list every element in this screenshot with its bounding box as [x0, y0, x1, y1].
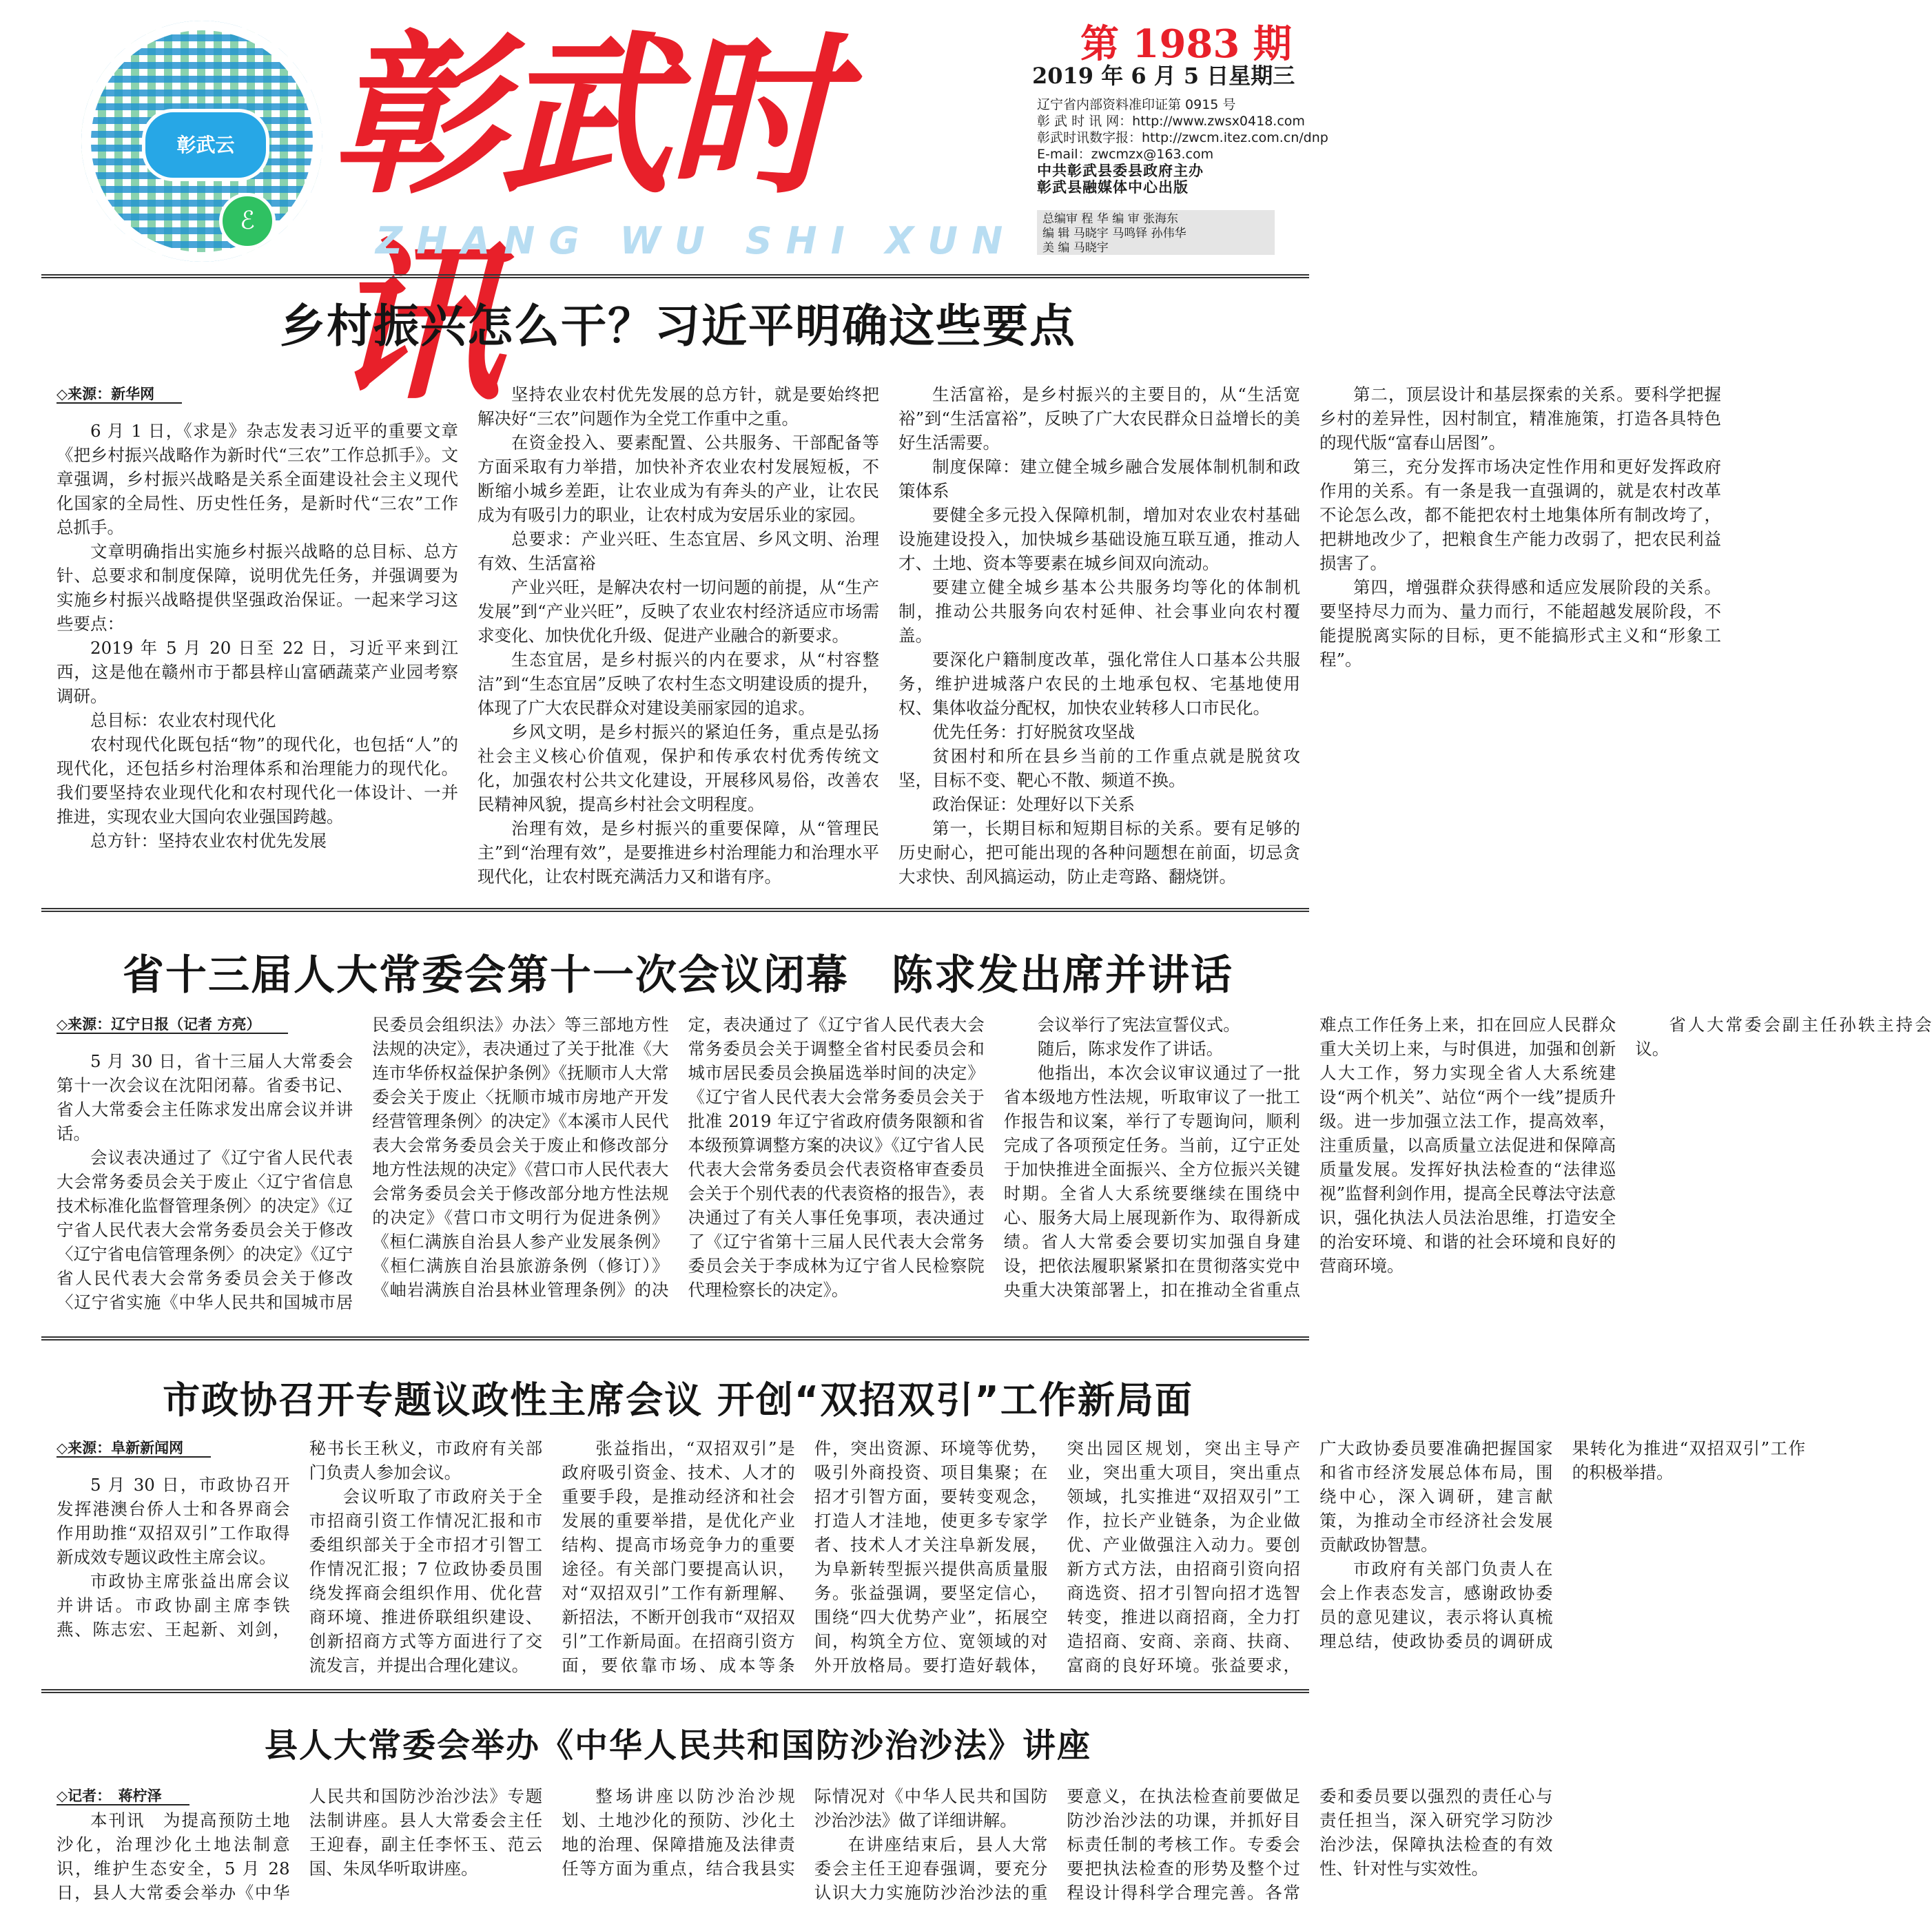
- article-source: ◇记者： 蒋柠泽: [56, 1784, 290, 1808]
- paragraph: 会议举行了宪法宣誓仪式。: [1037, 1015, 1240, 1035]
- article-title[interactable]: 市政协召开专题议政性主席会议 开创“双招双引”工作新局面: [163, 1378, 1193, 1422]
- staff-box: [1037, 210, 1275, 255]
- article-body: [56, 1436, 1806, 1677]
- spacer: [56, 1460, 290, 1473]
- article-source: ◇来源：新华网: [56, 382, 458, 406]
- paragraph: 在讲座结束后，县人大常委会主任王迎春强调，要充分认识大力实施防沙治沙法的重要意义，在执法检查前要做足防沙治沙法的功课，并抓好目标责任制的考核工作。专委会要把执法检查的形势及整个过程设计得科学合理完善。各常委和委员要以强烈的责任心与责任担当，深入研究学习防沙治沙法，保障执法检查的有效性、针对性与实效性。: [814, 1786, 1553, 1903]
- zhangwu-cloud-logo: 彰武云: [142, 109, 269, 181]
- article-source: ◇来源：阜新新闻网: [56, 1436, 290, 1460]
- host-organization: 中共彰武县委县政府主办: [1037, 163, 1204, 179]
- staff-line: 美 编 马晓宇: [1042, 241, 1109, 255]
- paragraph: 要健全多元投入保障机制，增加对农业农村基础设施建设投入，加快城乡基础设施互联互通，推动人才、土地、资本等要素在城乡间双向流动。: [898, 505, 1300, 573]
- article-body: [56, 1013, 1932, 1316]
- paragraph: 张益指出，“双招双引”是政府吸引资金、技术、人才的重要手段，是推动经济和社会发展的重要举措，是优化产业结构、提高市场竞争力的重要途径。有关部门要提高认识，对“双招双引”工作有新理解、新招法，不断开创我市“双招双引”工作新局面。在招商引资方面，要依靠市场、成本等条件，突出资源、环境等优势，吸引外商投资、项目集聚；在招才引智方面，要转变观念，打造人才洼地，使更多专家学者、技术人才关注阜新发展，为阜新转型振兴提供高质量服务。张益强调，要坚定信心，围绕“四大优势产业”，拓展空间，构筑全方位、宽领域的对外开放格局。要打造好载体，突出园区规划，突出主导产业，突出重大项目，突出重点领域，扎实推进“双招双引”工作，拉长产业链条，为企业做优、产业做强注入动力。要创新方式方法，由招商引资向招商选资、招才引智向招才选智转变，推进以商招商，全力打造招商、安商、亲商、扶商、富商的良好环境。张益要求，广大政协委员要准确把握国家和省市经济发展总体布局，围绕中心，深入调研，建言献策，为推动全市经济社会发展贡献政协智慧。: [562, 1438, 1553, 1675]
- paragraph: 5 月 30 日，市政协召开发挥港澳台侨人士和各界商会作用助推“双招双引”工作取得新成效专题议政性主席会议。: [56, 1475, 290, 1567]
- divider: [41, 1336, 1309, 1340]
- publication-info: [1037, 96, 1340, 196]
- paragraph: 第四，增强群众获得感和适应发展阶段的关系。要坚持尽力而为、量力而行，不能超越发展阶段，不能提脱离实际的目标，更不能搞形式主义和“形象工程”。: [1319, 577, 1721, 670]
- spacer: [56, 1037, 353, 1049]
- paragraph: 6 月 1 日，《求是》杂志发表习近平的重要文章《把乡村振兴战略作为新时代“三农”工作总抓手》。文章强调，乡村振兴战略是关系全面建设社会主义现代化国家的全局性、历史性任务，是新时代“三农”工作总抓手。: [56, 421, 458, 537]
- paragraph: 总目标：农业农村现代化: [90, 710, 276, 730]
- issue-number: 第 1983 期: [1080, 21, 1292, 67]
- digital-edition-link[interactable]: 彰武时讯数字报：http://zwcm.itez.com.cn/dnp: [1037, 130, 1328, 145]
- paragraph: 总方针：坚持农业农村优先发展: [90, 831, 327, 851]
- paragraph: 乡风文明，是乡村振兴的紧迫任务，重点是弘扬社会主义核心价值观，保护和传承农村优秀传统文化，加强农村公共文化建设，开展移风易俗，改善农民精神风貌，提高乡村社会文明程度。: [477, 722, 879, 814]
- staff-line: 编 辑 马晓宇 马鸣铎 孙伟华: [1042, 227, 1186, 240]
- paragraph: 5 月 30 日，省十三届人大常委会第十一次会议在沈阳闭幕。省委书记、省人大常委会主任陈求发出席会议并讲话。: [56, 1051, 353, 1143]
- paragraph: 随后，陈求发作了讲话。: [1037, 1039, 1224, 1059]
- paragraph: 省人大常委会副主任孙轶主持会议。: [1635, 1015, 1932, 1059]
- email-link[interactable]: E-mail：zwcmzx@163.com: [1037, 147, 1214, 162]
- divider: [41, 908, 1309, 912]
- article-title[interactable]: 县人大常委会举办《中华人民共和国防沙治沙法》讲座: [264, 1726, 1091, 1765]
- article-source: ◇来源：辽宁日报（记者 方亮）: [56, 1013, 353, 1037]
- mini-program-icon: ℰ: [219, 193, 276, 249]
- paragraph: 他指出，本次会议审议通过了一批省本级地方性法规，听取审议了一批工作报告和议案，举行了专题询问，顺利完成了各项预定任务。当前，辽宁正处于加快推进全面振兴、全方位振兴关键时期。全省人大系统要继续在围绕中心、服务大局上展现新作为、取得新成绩。省人大常委会要切实加强自身建设，把依法履职紧紧扣在贯彻落实党中央重大决策部署上，扣在推动全省重点难点工作任务上来，扣在回应人民群众重大关切上来，与时俱进，加强和创新人大工作，努力实现全省人大系统建设“两个机关”、站位“两个一线”提质升级。进一步加强立法工作，提高效率，注重质量，以高质量立法促进和保障高质量发展。发挥好执法检查的“法律巡视”监督利剑作用，提高全民尊法守法意识，强化执法人员法治思维，打造安全的治安环境、和谐的社会环境和良好的营商环境。: [1003, 1015, 1616, 1300]
- paragraph: 农村现代化既包括“物”的现代化，也包括“人”的现代化，还包括乡村治理体系和治理能力的现代化。我们要坚持农业现代化和农村现代化一体设计、一并推进，实现农业大国向农业强国跨越。: [56, 734, 458, 827]
- paragraph: 生态宜居，是乡村振兴的内在要求，从“村容整洁”到“生态宜居”反映了农村生态文明建设质的提升，体现了广大农民群众对建设美丽家园的追求。: [477, 650, 879, 718]
- article-body: [56, 382, 1721, 889]
- divider: [41, 1689, 1309, 1693]
- paragraph: 要建立健全城乡基本公共服务均等化的体制机制，推动公共服务向农村延伸、社会事业向农村覆盖。: [898, 577, 1300, 645]
- paragraph: 总要求：产业兴旺、生态宜居、乡风文明、治理有效、生活富裕: [477, 529, 879, 573]
- paragraph: 会议表决通过了《辽宁省人民代表大会常务委员会关于废止〈辽宁省信息技术标准化监督管理条例〉的决定》《辽宁省人民代表大会常务委员会关于修改〈辽宁省电信管理条例〉的决定》《辽宁省人民代表大会常务委员会关于修改〈辽宁省实施《中华人民共和国城市居民委员会组织法》办法〉等三部地方性法规的决定》，表决通过了关于批准《大连市华侨权益保护条例》《抚顺市人大常委会关于废止〈抚顺市城市房地产开发经营管理条例〉的决定》《本溪市人民代表大会常务委员会关于废止和修改部分地方性法规的决定》《营口市人民代表大会常务委员会关于修改部分地方性法规的决定》《营口市文明行为促进条例》《桓仁满族自治县人参产业发展条例》《桓仁满族自治县旅游条例（修订）》《岫岩满族自治县林业管理条例》的决定，表决通过了《辽宁省人民代表大会常务委员会关于调整全省村民委员会和城市居民委员会换届选举时间的决定》《辽宁省人民代表大会常务委员会关于批准 2019 年辽宁省政府债务限额和省本级预算调整方案的决议》《辽宁省人民代表大会常务委员会代表资格审查委员会关于个别代表的代表资格的报告》，表决通过了有关人事任免事项，表决通过了《辽宁省第十三届人民代表大会常务委员会关于李成林为辽宁省人民检察院代理检察长的决定》。: [56, 1015, 985, 1312]
- paragraph: 治理有效，是乡村振兴的重要保障，从“管理民主”到“治理有效”，是要推进乡村治理能力和治理水平现代化，让农村既充满活力又和谐有序。: [477, 818, 879, 887]
- paragraph: 第二，顶层设计和基层探索的关系。要科学把握乡村的差异性，因村制宜，精准施策，打造各具特色的现代版“富春山居图”。: [1319, 384, 1721, 453]
- paragraph: 市政府有关部门负责人在会上作表态发言，感谢政协委员的意见建议，表示将认真梳理总结，使政协委员的调研成果转化为推进“双招双引”工作的积极举措。: [1319, 1438, 1806, 1651]
- paragraph: 第三，充分发挥市场决定性作用和更好发挥政府作用的关系。有一条是我一直强调的，就是农村改革不论怎么改，都不能把农村土地集体所有制改垮了，把耕地改少了，把粮食生产能力改弱了，把农民利益损害了。: [1319, 457, 1721, 573]
- publisher: 彰武县融媒体中心出版: [1037, 179, 1189, 196]
- permit-number: 辽宁省内部资料准印证第 0915 号: [1037, 97, 1236, 112]
- paragraph: 本刊讯 为提高预防土地沙化，治理沙化土地法制意识，维护生态安全，5 月 28 日，县人大常委会举办《中华人民共和国防沙治沙法》专题法制讲座。县人大常委会主任王迎春，副主任李怀玉、范云国、朱凤华听取讲座。: [56, 1786, 543, 1903]
- newspaper-title: 彰武时讯: [331, 17, 835, 424]
- article-title[interactable]: 省十三届人大常委会第十一次会议闭幕 陈求发出席并讲话: [123, 951, 1233, 1000]
- paragraph: 生活富裕，是乡村振兴的主要目的，从“生活宽裕”到“生活富裕”，反映了广大农民群众日益增长的美好生活需要。: [898, 384, 1300, 453]
- publication-date: 2019 年 6 月 5 日星期三: [1032, 63, 1295, 89]
- qr-code[interactable]: [81, 21, 322, 262]
- newspaper-pinyin: ZHANG WU SHI XUN: [376, 219, 1017, 262]
- article-title[interactable]: 乡村振兴怎么干？习近平明确这些要点: [280, 300, 1076, 353]
- website-link[interactable]: 彰 武 时 讯 网：http://www.zwsx0418.com: [1037, 114, 1305, 129]
- paragraph: 政治保证：处理好以下关系: [932, 794, 1135, 814]
- staff-line: 总编审 程 华 编 审 张海东: [1042, 212, 1179, 226]
- paragraph: 坚持农业农村优先发展的总方针，就是要始终把解决好“三农”问题作为全党工作重中之重。: [477, 384, 879, 428]
- paragraph: 优先任务：打好脱贫攻坚战: [932, 722, 1135, 742]
- paragraph: 要深化户籍制度改革，强化常住人口基本公共服务，维护进城落户农民的土地承包权、宅基地使用权、集体收益分配权，加快农业转移人口市民化。: [898, 650, 1300, 718]
- spacer: [56, 406, 458, 419]
- paragraph: 第一，长期目标和短期目标的关系。要有足够的历史耐心，把可能出现的各种问题想在前面，切忌贪大求快、刮风搞运动，防止走弯路、翻烧饼。: [898, 818, 1300, 887]
- paragraph: 制度保障：建立健全城乡融合发展体制机制和政策体系: [898, 457, 1300, 501]
- paragraph: 在资金投入、要素配置、公共服务、干部配备等方面采取有力举措，加快补齐农业农村发展短板，不断缩小城乡差距，让农业成为有奔头的产业，让农民成为有吸引力的职业，让农村成为安居乐业的家园。: [477, 433, 879, 525]
- article-body: [56, 1784, 1553, 1908]
- paragraph: 整场讲座以防沙治沙规划、土地沙化的预防、沙化土地的治理、保障措施及法律责任等方面为重点，结合我县实际情况对《中华人民共和国防沙治沙法》做了详细讲解。: [562, 1786, 1048, 1878]
- paragraph: 市政协主席张益出席会议并讲话。市政协副主席李铁燕、陈志宏、王起新、刘剑，秘书长王秋义，市政府有关部门负责人参加会议。: [56, 1438, 543, 1639]
- divider: [41, 274, 1309, 278]
- paragraph: 文章明确指出实施乡村振兴战略的总目标、总方针、总要求和制度保障，说明优先任务，并强调要为实施乡村振兴战略提供坚强政治保证。一起来学习这些要点：: [56, 541, 458, 634]
- paragraph: 贫困村和所在县乡当前的工作重点就是脱贫攻坚，目标不变、靶心不散、频道不换。: [898, 746, 1300, 790]
- paragraph: 会议听取了市政府关于全市招商引资工作情况汇报和市委组织部关于全市招才引智工作情况汇报；7 位政协委员围绕发挥商会组织作用、优化营商环境、推进侨联组织建设、创新招商方式等方面进行了交流发言，并提出合理化建议。: [309, 1487, 543, 1675]
- paragraph: 2019 年 5 月 20 日至 22 日，习近平来到江西，这是他在赣州市于都县梓山富硒蔬菜产业园考察调研。: [56, 638, 458, 706]
- paragraph: 产业兴旺，是解决农村一切问题的前提，从“生产发展”到“产业兴旺”，反映了农业农村经济适应市场需求变化、加快优化升级、促进产业融合的新要求。: [477, 577, 879, 645]
